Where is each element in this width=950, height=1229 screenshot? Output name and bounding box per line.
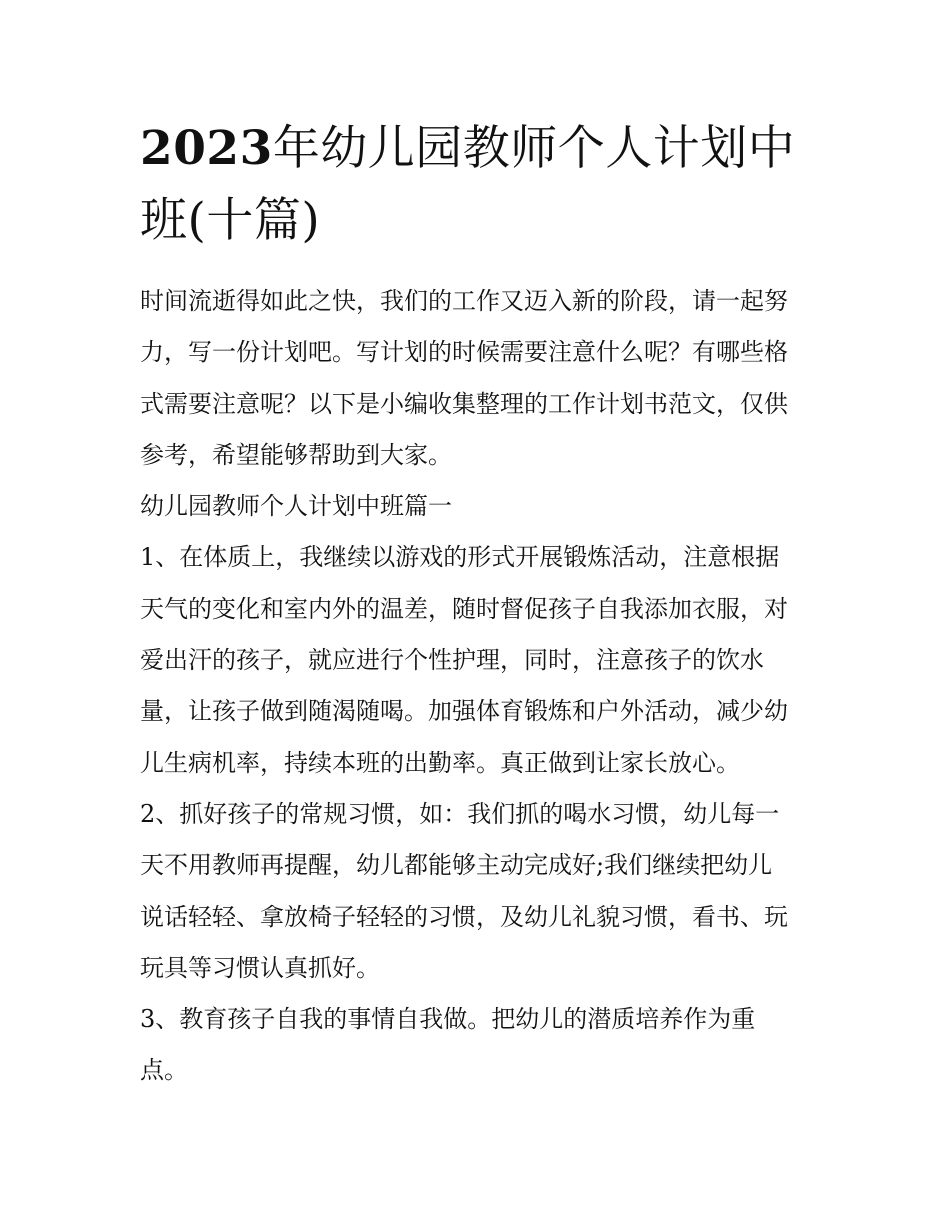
text-line: 天气的变化和室内外的温差，随时督促孩子自我添加衣服，对	[140, 594, 788, 623]
text-line: 3、教育孩子自我的事情自我做。把幼儿的潜质培养作为重	[140, 1005, 756, 1034]
section-heading	[140, 481, 820, 532]
title-line-1-text: 年幼儿园教师个人计划中	[272, 121, 796, 176]
text-line: 玩具等习惯认真抓好。	[140, 953, 380, 982]
text-line: 式需要注意呢？以下是小编收集整理的工作计划书范文，仅供	[140, 389, 788, 418]
text-line: 点。	[140, 1056, 188, 1085]
intro-paragraph	[140, 276, 820, 481]
list-item-3	[140, 994, 820, 1097]
title-line-1	[140, 113, 820, 185]
document-title	[140, 113, 820, 257]
text-line: 力，写一份计划吧。写计划的时候需要注意什么呢？有哪些格	[140, 338, 788, 367]
text-line: 说话轻轻、拿放椅子轻轻的习惯，及幼儿礼貌习惯，看书、玩	[140, 902, 788, 931]
list-item-2	[140, 789, 820, 994]
text-line: 2、抓好孩子的常规习惯，如：我们抓的喝水习惯，幼儿每一	[140, 799, 780, 828]
text-line: 幼儿园教师个人计划中班篇一	[140, 492, 452, 521]
text-line: 参考，希望能够帮助到大家。	[140, 440, 452, 469]
text-line: 时间流逝得如此之快，我们的工作又迈入新的阶段，请一起努	[140, 287, 788, 315]
text-line: 爱出汗的孩子，就应进行个性护理，同时，注意孩子的饮水	[140, 646, 764, 675]
text-line: 量，让孩子做到随渴随喝。加强体育锻炼和户外活动，减少幼	[140, 697, 788, 726]
text-line: 天不用教师再提醒，幼儿都能够主动完成好;我们继续把幼儿	[140, 851, 773, 880]
list-item-1	[140, 532, 820, 788]
title-year: 2023	[140, 121, 273, 176]
title-line-2: 班(十篇)	[140, 193, 321, 248]
document-body	[140, 276, 820, 1097]
text-line: 1、在体质上，我继续以游戏的形式开展锻炼活动，注意根据	[140, 543, 780, 572]
text-line: 儿生病机率，持续本班的出勤率。真正做到让家长放心。	[140, 748, 740, 777]
